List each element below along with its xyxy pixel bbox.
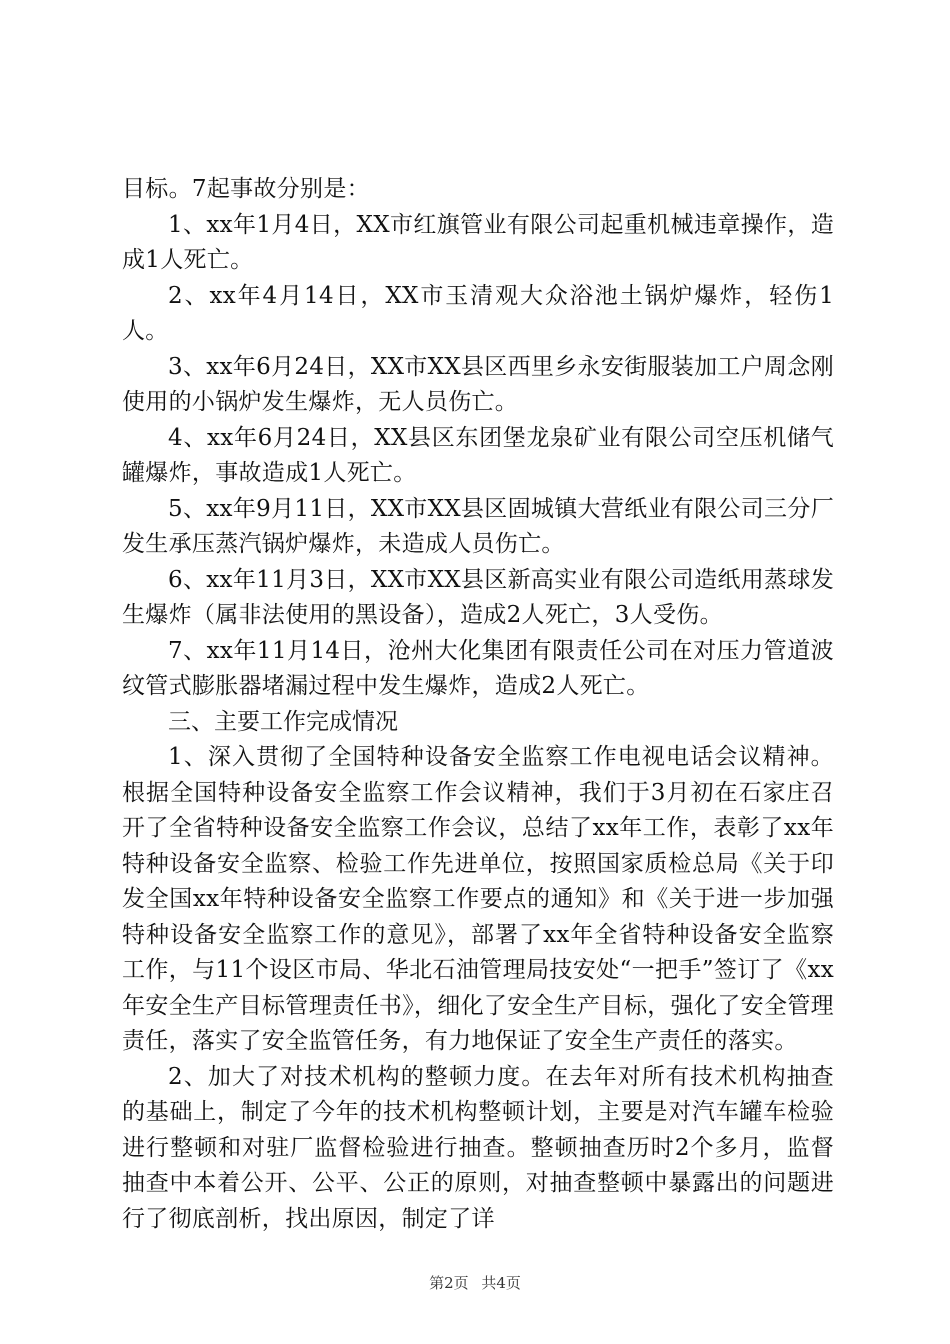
accident-item-6: 6、xx年11月3日，XX市XX县区新高实业有限公司造纸用蒸球发生爆炸（属非法使用的黑设备），造成2人死亡，3人受伤。 [122,566,834,628]
accident-item-5: 5、xx年9月11日，XX市XX县区固城镇大营纸业有限公司三分厂发生承压蒸汽锅炉爆炸，未造成人员伤亡。 [122,495,834,557]
document-body [122,172,834,1237]
work-item-2: 2、加大了对技术机构的整顿力度。在去年对所有技术机构抽查的基础上，制定了今年的技术机构整顿计划，主要是对汽车罐车检验进行整顿和对驻厂监督检验进行抽查。整顿抽查历时2个多月，监督抽查中本着公开、公平、公正的原则，对抽查整顿中暴露出的问题进行了彻底剖析，找出原因，制定了详 [122,1063,834,1232]
page-total: 共4页 [481,1274,521,1292]
accident-item-1: 1、xx年1月4日，XX市红旗管业有限公司起重机械违章操作，造成1人死亡。 [122,211,834,273]
page-number: 第2页 [429,1274,469,1292]
accident-item-4: 4、xx年6月24日，XX县区东团堡龙泉矿业有限公司空压机储气罐爆炸，事故造成1人死亡。 [122,424,834,486]
accident-item-2: 2、xx年4月14日，XX市玉清观大众浴池土锅炉爆炸，轻伤1人。 [122,282,834,344]
section-heading: 三、主要工作完成情况 [168,708,398,735]
work-item-1: 1、深入贯彻了全国特种设备安全监察工作电视电话会议精神。根据全国特种设备安全监察工作会议精神，我们于3月初在石家庄召开了全省特种设备安全监察工作会议，总结了xx年工作，表彰了xx年特种设备安全监察、检验工作先进单位，按照国家质检总局《关于印发全国xx年特种设备安全监察工作要点的通知》和《关于进一步加强特种设备安全监察工作的意见》，部署了xx年全省特种设备安全监察工作，与11个设区市局、华北石油管理局技安处“一把手”签订了《xx年安全生产目标管理责任书》，细化了安全生产目标，强化了安全管理责任，落实了安全监管任务，有力地保证了安全生产责任的落实。 [122,744,834,1054]
accident-item-7: 7、xx年11月14日，沧州大化集团有限责任公司在对压力管道波纹管式膨胀器堵漏过程中发生爆炸，造成2人死亡。 [122,637,834,699]
accident-item-3: 3、xx年6月24日，XX市XX县区西里乡永安街服装加工户周念刚使用的小锅炉发生爆炸，无人员伤亡。 [122,353,834,415]
paragraph-intro: 目标。7起事故分别是： [122,176,370,202]
page-footer [0,1272,950,1293]
